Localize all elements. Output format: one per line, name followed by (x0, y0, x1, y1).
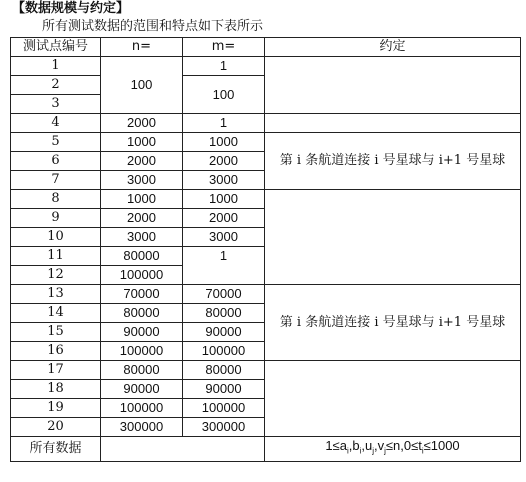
constraint-subscript: j (372, 446, 374, 456)
test-id-cell: 3 (11, 95, 101, 114)
m-cell: 300000 (183, 418, 265, 437)
n-cell: 70000 (101, 285, 183, 304)
m-cell: 1 (183, 57, 265, 76)
m-cell: 80000 (183, 304, 265, 323)
rule-cell (265, 114, 521, 133)
test-id-cell: 12 (11, 266, 101, 285)
n-cell: 1000 (101, 190, 183, 209)
footer-label: 所有数据 (11, 437, 101, 462)
test-id-cell: 7 (11, 171, 101, 190)
m-cell: 100000 (183, 342, 265, 361)
m-cell: 1 (183, 114, 265, 133)
n-cell: 2000 (101, 152, 183, 171)
test-id-cell: 14 (11, 304, 101, 323)
constraint-subscript: i (346, 446, 349, 456)
m-cell: 1 (183, 247, 265, 285)
m-cell: 2000 (183, 152, 265, 171)
test-id-cell: 5 (11, 133, 101, 152)
constraints-table (10, 37, 521, 462)
n-cell: 80000 (101, 304, 183, 323)
rule-cell: 第 i 条航道连接 i 号星球与 i+1 号星球 (265, 285, 521, 361)
constraint-subscript: i (359, 446, 362, 456)
test-id-cell: 8 (11, 190, 101, 209)
m-cell: 1000 (183, 133, 265, 152)
n-cell: 90000 (101, 380, 183, 399)
table-header-row (11, 38, 521, 57)
table-row (11, 57, 521, 76)
table-row (11, 190, 521, 209)
table-row (11, 114, 521, 133)
constraint-text: ≤1000 (423, 438, 460, 453)
header-m: m= (183, 38, 265, 57)
table-row (11, 285, 521, 304)
n-cell: 2000 (101, 209, 183, 228)
test-id-cell: 11 (11, 247, 101, 266)
test-id-cell: 18 (11, 380, 101, 399)
test-id-cell: 20 (11, 418, 101, 437)
test-id-cell: 10 (11, 228, 101, 247)
section-subtitle: 所有测试数据的范围和特点如下表所示 (42, 19, 264, 34)
n-cell: 100000 (101, 342, 183, 361)
n-cell: 2000 (101, 114, 183, 133)
test-id-cell: 2 (11, 76, 101, 95)
n-cell: 90000 (101, 323, 183, 342)
m-cell: 1000 (183, 190, 265, 209)
test-id-cell: 19 (11, 399, 101, 418)
n-cell: 100000 (101, 266, 183, 285)
table-footer-row (11, 437, 521, 462)
m-cell: 80000 (183, 361, 265, 380)
table-row (11, 133, 521, 152)
constraint-text: 1≤a (325, 438, 347, 453)
rule-cell: 第 i 条航道连接 i 号星球与 i+1 号星球 (265, 133, 521, 190)
n-cell: 100000 (101, 399, 183, 418)
table-row (11, 361, 521, 380)
n-cell: 80000 (101, 247, 183, 266)
constraint-text: ,v (373, 438, 385, 453)
section-title: 【数据规模与约定】 (12, 1, 130, 16)
constraint-text: ≤n,0≤t (385, 438, 422, 453)
m-cell: 70000 (183, 285, 265, 304)
rule-cell (265, 190, 521, 285)
m-cell: 90000 (183, 380, 265, 399)
test-id-cell: 9 (11, 209, 101, 228)
m-cell: 100000 (183, 399, 265, 418)
test-id-cell: 13 (11, 285, 101, 304)
footer-empty-cell (101, 437, 265, 462)
constraint-text: ,u (361, 438, 373, 453)
n-cell: 3000 (101, 228, 183, 247)
header-rule: 约定 (265, 38, 521, 57)
test-id-cell: 16 (11, 342, 101, 361)
test-id-cell: 15 (11, 323, 101, 342)
m-cell: 3000 (183, 228, 265, 247)
n-cell: 3000 (101, 171, 183, 190)
n-cell: 300000 (101, 418, 183, 437)
m-cell: 100 (183, 76, 265, 114)
test-id-cell: 17 (11, 361, 101, 380)
constraint-text: ,b (348, 438, 360, 453)
n-cell: 100 (101, 57, 183, 114)
rule-cell (265, 57, 521, 114)
m-cell: 2000 (183, 209, 265, 228)
header-n: n= (101, 38, 183, 57)
n-cell: 1000 (101, 133, 183, 152)
rule-cell (265, 361, 521, 437)
m-cell: 3000 (183, 171, 265, 190)
constraint-subscript: j (384, 446, 386, 456)
test-id-cell: 6 (11, 152, 101, 171)
test-id-cell: 4 (11, 114, 101, 133)
m-cell: 90000 (183, 323, 265, 342)
n-cell: 80000 (101, 361, 183, 380)
footer-constraint (265, 437, 521, 462)
header-test-id: 测试点编号 (11, 38, 101, 57)
constraint-subscript: i (421, 446, 424, 456)
test-id-cell: 1 (11, 57, 101, 76)
